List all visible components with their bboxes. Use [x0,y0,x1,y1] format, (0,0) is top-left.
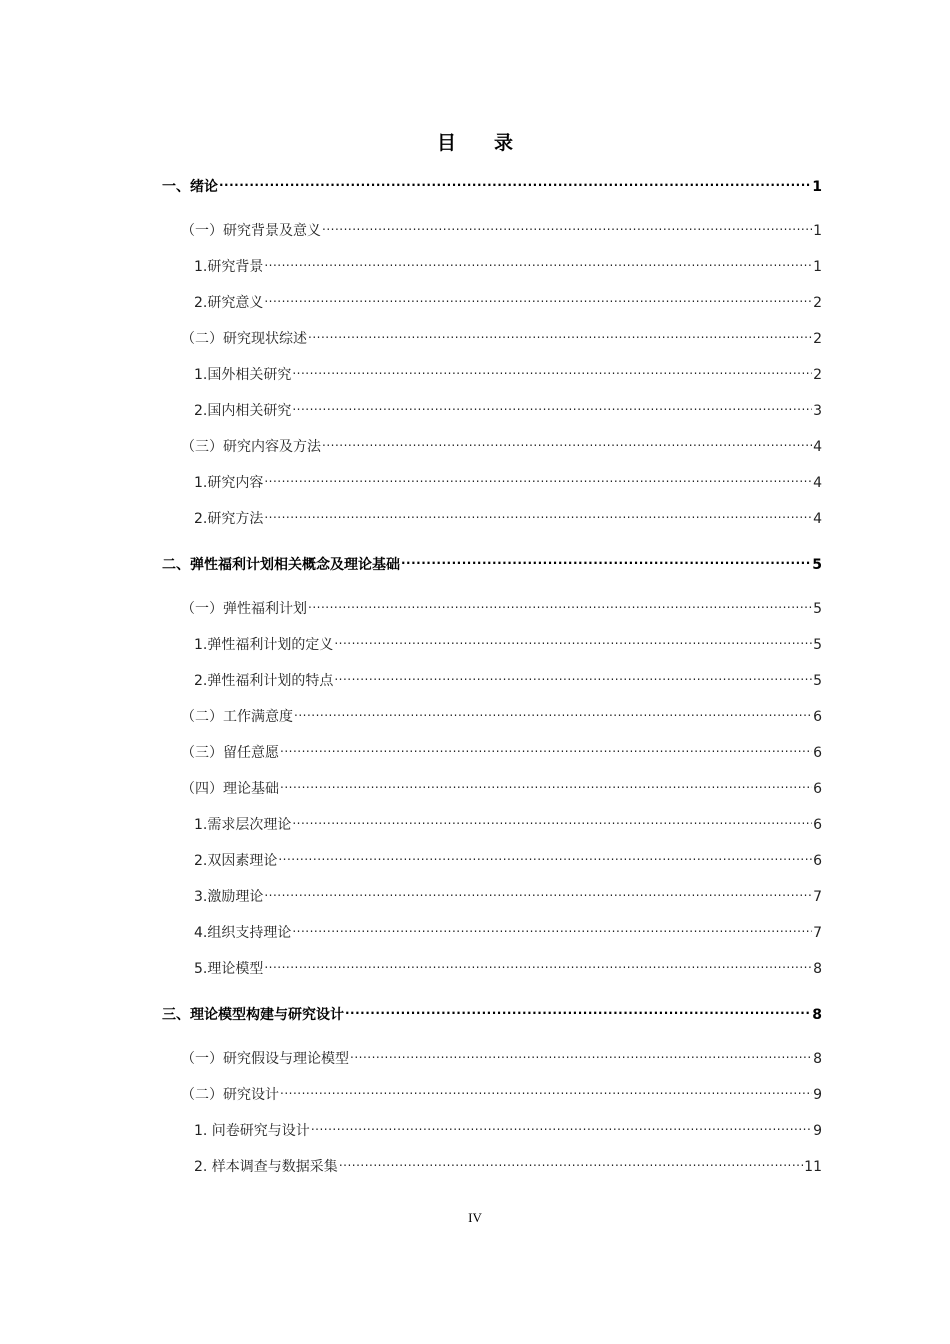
toc-entry-label: （二）工作满意度 [181,709,293,725]
toc-entry-page: 1 [813,223,822,239]
toc-entry-page: 2 [813,331,822,347]
toc-entry[interactable] [194,287,822,311]
toc-entry-label: 一、绪论 [162,179,218,195]
toc-entry-page: 4 [813,511,822,527]
toc-entry-page: 2 [813,367,822,383]
toc-entry[interactable] [181,701,822,725]
toc-entry-page: 1 [813,259,822,275]
toc-dot-leader [264,287,812,307]
toc-dot-leader [264,467,812,487]
page-number: IV [468,1210,482,1225]
toc-entry-label: 1.研究内容 [194,475,264,491]
toc-entry-label: 2.研究意义 [194,295,264,311]
toc-dot-leader [264,881,812,901]
toc-entry[interactable] [194,953,822,977]
toc-dot-leader [280,1079,812,1099]
toc-entry-label: 1. 问卷研究与设计 [194,1123,310,1139]
toc-entry-page: 6 [813,853,822,869]
toc-entry[interactable] [181,323,822,347]
toc-entry-label: （二）研究现状综述 [181,331,307,347]
toc-entry-page: 8 [813,961,822,977]
toc-entry-label: （一）研究假设与理论模型 [181,1051,349,1067]
toc-entry-page: 3 [813,403,822,419]
toc-entry[interactable] [181,215,822,239]
toc-entry[interactable] [194,1115,822,1139]
toc-entry-label: 2.双因素理论 [194,853,278,869]
toc-dot-leader [345,999,811,1019]
toc-entry-page: 4 [813,439,822,455]
toc-entry-page: 9 [813,1123,822,1139]
toc-dot-leader [322,215,812,235]
toc-entry-label: （一）研究背景及意义 [181,223,321,239]
toc-entry[interactable] [162,549,822,573]
toc-entry-label: 三、理论模型构建与研究设计 [162,1007,344,1023]
toc-entry-page: 6 [813,817,822,833]
toc-entry-page: 4 [813,475,822,491]
toc-entry-page: 8 [812,1007,822,1023]
toc-entry[interactable] [181,773,822,797]
toc-entry[interactable] [194,467,822,491]
toc-entry-page: 6 [813,709,822,725]
toc-entry[interactable] [194,251,822,275]
toc-dot-leader [334,629,812,649]
toc-entry-label: 3.激励理论 [194,889,264,905]
toc-entry[interactable] [194,395,822,419]
toc-entry-label: 2.弹性福利计划的特点 [194,673,334,689]
page-title-part1: 目 [436,132,456,154]
toc-entry-page: 1 [812,179,822,195]
toc-dot-leader [264,953,812,973]
toc-entry[interactable] [162,171,822,195]
toc-entry-page: 11 [804,1159,822,1175]
toc-entry[interactable] [194,845,822,869]
toc-entry[interactable] [181,1079,822,1103]
toc-entry-page: 5 [812,557,822,573]
toc-entry[interactable] [194,881,822,905]
toc-entry-label: 4.组织支持理论 [194,925,292,941]
toc-entry[interactable] [194,917,822,941]
toc-entry[interactable] [194,809,822,833]
toc-entry-page: 5 [813,637,822,653]
toc-entry-page: 5 [813,673,822,689]
page-title-part2: 录 [494,132,514,154]
toc-entry[interactable] [194,1151,822,1175]
toc-dot-leader [292,395,812,415]
toc-entry-label: （三）留任意愿 [181,745,279,761]
toc-entry-label: （一）弹性福利计划 [181,601,307,617]
toc-entry-label: 1.需求层次理论 [194,817,292,833]
toc-dot-leader [308,323,812,343]
toc-dot-leader [294,701,812,721]
toc-entry-label: 2. 样本调查与数据采集 [194,1159,338,1175]
toc-dot-leader [334,665,812,685]
toc-entry-label: 5.理论模型 [194,961,264,977]
toc-dot-leader [264,251,812,271]
toc-entry[interactable] [181,737,822,761]
toc-entry[interactable] [181,593,822,617]
toc-entry[interactable] [194,359,822,383]
toc-dot-leader [292,359,812,379]
toc-dot-leader [219,171,811,191]
toc-entry[interactable] [181,1043,822,1067]
toc-entry-page: 9 [813,1087,822,1103]
toc-dot-leader [350,1043,812,1063]
toc-entry-label: 2.国内相关研究 [194,403,292,419]
toc-entry[interactable] [181,431,822,455]
toc-entry-label: 二、弹性福利计划相关概念及理论基础 [162,557,400,573]
toc-entry-label: （二）研究设计 [181,1087,279,1103]
toc-dot-leader [280,737,812,757]
toc-entry-label: 1.研究背景 [194,259,264,275]
toc-entry[interactable] [194,629,822,653]
toc-dot-leader [264,503,812,523]
toc-entry[interactable] [162,999,822,1023]
toc-dot-leader [292,917,812,937]
toc-entry-page: 5 [813,601,822,617]
toc-entry-page: 6 [813,781,822,797]
toc-dot-leader [311,1115,812,1135]
toc-entry-page: 7 [813,889,822,905]
toc-dot-leader [322,431,812,451]
toc-dot-leader [280,773,812,793]
toc-dot-leader [401,549,811,569]
toc-entry-page: 7 [813,925,822,941]
toc-dot-leader [292,809,812,829]
toc-entry-page: 6 [813,745,822,761]
toc-entry-label: 1.国外相关研究 [194,367,292,383]
toc-dot-leader [339,1151,803,1171]
toc-entry-label: （四）理论基础 [181,781,279,797]
toc-entry-label: （三）研究内容及方法 [181,439,321,455]
toc-dot-leader [308,593,812,613]
toc-entry-label: 1.弹性福利计划的定义 [194,637,334,653]
toc-entry-page: 8 [813,1051,822,1067]
toc-entry[interactable] [194,503,822,527]
toc-entry-page: 2 [813,295,822,311]
toc-dot-leader [278,845,812,865]
toc-entry-label: 2.研究方法 [194,511,264,527]
toc-entry[interactable] [194,665,822,689]
